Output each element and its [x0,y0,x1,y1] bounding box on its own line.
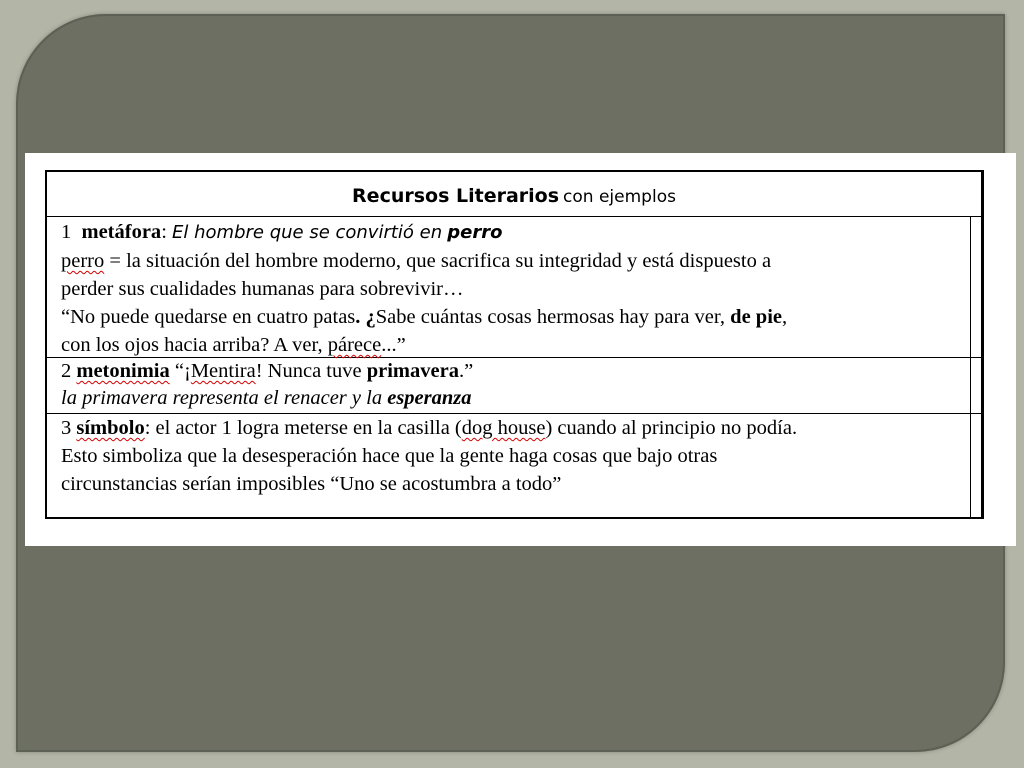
metaphor-example: El hombre que se convirtió en [172,222,443,243]
symbol-line-3: circunstancias serían imposibles “Uno se acostumbra a todo” [61,473,562,495]
row-metonymy [47,358,981,414]
table-inner-border [970,216,971,519]
metonymy-line-1: 2 metonimia “¡Mentira! Nunca tuve primavera.” [61,360,474,382]
metaphor-line-5: con los ojos hacia arriba? A ver, párece...” [61,334,406,356]
literary-devices-table [45,170,984,519]
term-metaphor: metáfora [81,221,162,243]
term-metonymy: metonimia [76,360,170,382]
table-header [47,172,981,217]
metaphor-example-keyword: perro [447,222,503,243]
table-title: Recursos Literarios [352,185,560,207]
metonymy-line-2: la primavera representa el renacer y la esperanza [61,387,472,409]
symbol-line-1: 3 símbolo: el actor 1 logra meterse en la casilla (dog house) cuando al principio no podía. [61,417,798,439]
symbol-line-2: Esto simboliza que la desesperación hace que la gente haga cosas que bajo otras [61,445,718,467]
term-symbol: símbolo [76,417,145,439]
table-subtitle: con ejemplos [563,187,676,207]
row-metaphor [47,217,981,358]
metaphor-line-2: perro = la situación del hombre moderno, que sacrifica su integridad y está dispuesto a [61,250,772,272]
metaphor-line-1: 1 metáfora: El hombre que se convirtió en perro [61,221,503,243]
metaphor-line-3: perder sus cualidades humanas para sobrevivir… [61,278,464,300]
row-symbol [47,414,981,498]
content-panel [25,153,1016,546]
metaphor-line-4: “No puede quedarse en cuatro patas. ¿Sabe cuántas cosas hermosas hay para ver, de pie, [61,306,788,328]
